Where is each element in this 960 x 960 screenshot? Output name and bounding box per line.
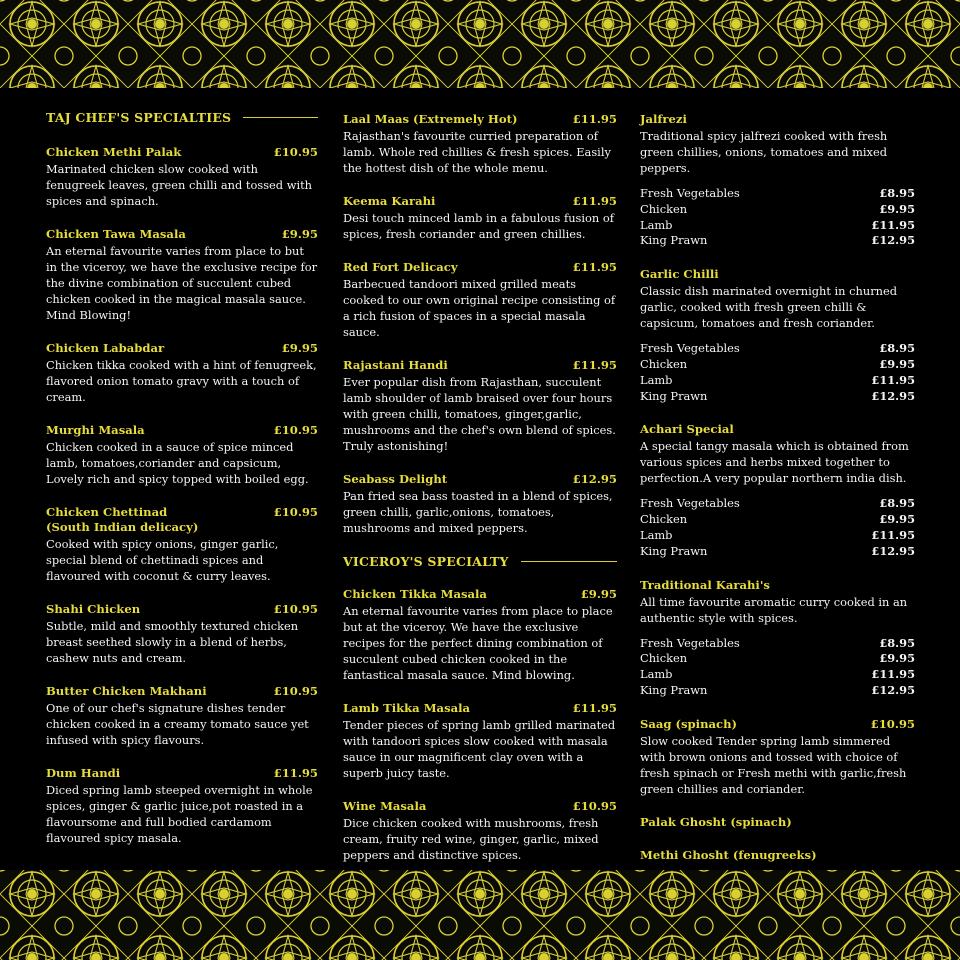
menu-item bbox=[640, 112, 915, 249]
menu-item bbox=[46, 423, 318, 487]
price-list bbox=[640, 341, 915, 404]
price-label: Lamb bbox=[640, 217, 673, 232]
dish-name: Traditional Karahi's bbox=[640, 577, 770, 592]
dish-name: Keema Karahi bbox=[343, 194, 436, 208]
dish-description: Diced spring lamb steeped overnight in whole spices, ginger & garlic juice,pot roasted in a flavoursome and full bodied cardamom flavoured spicy masala. bbox=[46, 783, 313, 845]
dish-price: £9.95 bbox=[580, 587, 617, 601]
price-label: King Prawn bbox=[640, 682, 708, 697]
dish-price: £10.95 bbox=[870, 716, 915, 731]
menu-item bbox=[343, 112, 617, 176]
menu-column-3 bbox=[640, 112, 915, 881]
price-row bbox=[640, 373, 915, 389]
dish-description: Slow cooked Tender spring lamb simmered with brown onions and tossed with choice of fresh spinach or Fresh methi with garlic,fresh green chillies and coriander. bbox=[640, 733, 907, 796]
price-value: £9.95 bbox=[879, 512, 915, 527]
price-value: £8.95 bbox=[879, 341, 915, 356]
price-value: £9.95 bbox=[879, 651, 915, 666]
price-value: £8.95 bbox=[879, 186, 915, 200]
price-value: £9.95 bbox=[879, 201, 915, 216]
dish-price: £10.95 bbox=[273, 684, 318, 698]
price-label: Lamb bbox=[640, 527, 673, 542]
menu-item bbox=[46, 684, 318, 748]
mandala-pattern-icon bbox=[0, 870, 960, 960]
price-value: £12.95 bbox=[871, 388, 915, 403]
dish-price: £10.95 bbox=[273, 505, 318, 519]
menu-item bbox=[640, 422, 915, 559]
price-value: £11.95 bbox=[871, 372, 915, 387]
dish-description: Ever popular dish from Rajasthan, succulent lamb shoulder of lamb braised over four hours with green chilli, tomatoes, ginger,garlic, mushrooms and the chef's own blend of spices. Truly astonishing! bbox=[343, 375, 616, 453]
dish-description: Subtle, mild and smoothly textured chicken breast seethed slowly in a blend of herbs, cashew nuts and cream. bbox=[46, 619, 299, 665]
price-label: Chicken bbox=[640, 356, 688, 371]
price-value: £11.95 bbox=[871, 667, 915, 682]
dish-description: Rajasthan's favourite curried preparation of lamb. Whole red chillies & fresh spices. Easily the hottest dish of the whole menu. bbox=[343, 129, 611, 175]
dish-price: £9.95 bbox=[281, 227, 318, 241]
dish-description: All time favourite aromatic curry cooked in an authentic style with spices. bbox=[640, 594, 908, 625]
menu-item bbox=[640, 267, 915, 404]
dish-price: £10.95 bbox=[572, 799, 617, 813]
dish-price: £10.95 bbox=[273, 423, 318, 437]
dish-name: Wine Masala bbox=[343, 799, 427, 813]
dish-name: Red Fort Delicacy bbox=[343, 260, 458, 274]
dish-name: Garlic Chilli bbox=[640, 267, 719, 282]
price-value: £11.95 bbox=[871, 527, 915, 542]
menu-item bbox=[640, 815, 915, 830]
menu-item bbox=[343, 472, 617, 536]
price-row bbox=[640, 636, 915, 652]
section-header bbox=[46, 110, 318, 125]
dish-description: An eternal favourite varies from place to but in the viceroy, we have the exclusive recipe for the divine combination of succulent cubed chicken cooked in the magical masala sauce. Mind Blowing! bbox=[46, 244, 318, 322]
dish-name: Chicken Tawa Masala bbox=[46, 227, 186, 241]
dish-price: £10.95 bbox=[273, 145, 318, 159]
menu-item bbox=[343, 587, 617, 683]
menu-item bbox=[343, 701, 617, 781]
price-row bbox=[640, 683, 915, 699]
price-label: Fresh Vegetables bbox=[640, 186, 740, 200]
price-label: King Prawn bbox=[640, 233, 708, 248]
section-divider bbox=[521, 561, 617, 562]
dish-price: £10.95 bbox=[273, 602, 318, 616]
dish-description: Cooked with spicy onions, ginger garlic, special blend of chettinadi spices and flavoured with coconut & curry leaves. bbox=[46, 537, 279, 583]
dish-description: Pan fried sea bass toasted in a blend of spices, green chilli, garlic,onions, tomatoes, mushrooms and mixed peppers. bbox=[343, 489, 613, 535]
dish-subtitle: (South Indian delicacy) bbox=[46, 520, 199, 534]
menu-column-1 bbox=[46, 110, 318, 864]
menu-item bbox=[640, 717, 915, 797]
dish-name: Saag (spinach) bbox=[640, 716, 737, 731]
price-label: Chicken bbox=[640, 651, 688, 666]
dish-name: Chicken Lababdar bbox=[46, 341, 165, 355]
dish-name: Chicken Chettinad bbox=[46, 505, 168, 519]
menu-item bbox=[46, 766, 318, 846]
dish-name: Shahi Chicken bbox=[46, 602, 141, 616]
menu-item bbox=[343, 799, 617, 863]
price-row bbox=[640, 341, 915, 357]
menu-item bbox=[46, 341, 318, 405]
dish-price: £11.95 bbox=[273, 766, 318, 780]
section-divider bbox=[243, 117, 318, 118]
price-list bbox=[640, 496, 915, 559]
menu-column-2 bbox=[343, 112, 617, 881]
price-list bbox=[640, 186, 915, 249]
dish-price: £11.95 bbox=[572, 194, 617, 208]
dish-name: Methi Ghosht (fenugreeks) bbox=[640, 847, 817, 862]
dish-name: Palak Ghosht (spinach) bbox=[640, 814, 792, 829]
price-label: Fresh Vegetables bbox=[640, 496, 740, 511]
ornamental-border-bottom bbox=[0, 870, 960, 960]
price-row bbox=[640, 186, 915, 202]
price-row bbox=[640, 389, 915, 405]
menu-item bbox=[640, 578, 915, 699]
dish-description: One of our chef's signature dishes tender chicken cooked in a creamy tomato sauce yet infused with spicy flavours. bbox=[46, 701, 309, 747]
dish-price: £12.95 bbox=[572, 472, 617, 486]
dish-description: Chicken tikka cooked with a hint of fenugreek, flavored onion tomato gravy with a touch of cream. bbox=[46, 358, 317, 404]
dish-name: Dum Handi bbox=[46, 766, 121, 780]
price-label: King Prawn bbox=[640, 388, 708, 403]
price-value: £12.95 bbox=[871, 543, 915, 558]
menu-item bbox=[343, 260, 617, 340]
dish-price: £11.95 bbox=[572, 701, 617, 715]
dish-price: £11.95 bbox=[572, 358, 617, 372]
dish-price: £9.95 bbox=[281, 341, 318, 355]
price-row bbox=[640, 544, 915, 560]
dish-description: Marinated chicken slow cooked with fenugreek leaves, green chilli and tossed with spices and spinach. bbox=[46, 162, 313, 208]
dish-price: £11.95 bbox=[572, 112, 617, 126]
menu-panel bbox=[0, 88, 960, 870]
price-row bbox=[640, 512, 915, 528]
price-value: £8.95 bbox=[879, 635, 915, 650]
price-value: £11.95 bbox=[871, 217, 915, 232]
dish-description: Barbecued tandoori mixed grilled meats cooked to our own original recipe consisting of a rich fusion of spaces in a special masala sauce. bbox=[343, 277, 616, 339]
price-row bbox=[640, 496, 915, 512]
price-label: Chicken bbox=[640, 201, 688, 216]
price-value: £12.95 bbox=[871, 682, 915, 697]
dish-description: An eternal favourite varies from place to place but at the viceroy. We have the exclusive recipes for the perfect dining combination of succulent cubed chicken cooked in the fantastical masala sauce. Mind blowing. bbox=[343, 604, 613, 682]
dish-name: Seabass Delight bbox=[343, 472, 448, 486]
price-row bbox=[640, 357, 915, 373]
dish-description: Classic dish marinated overnight in churned garlic, cooked with fresh green chilli & capsicum, tomatoes and fresh coriander. bbox=[640, 284, 898, 331]
dish-name: Chicken Tikka Masala bbox=[343, 587, 487, 601]
dish-name: Lamb Tikka Masala bbox=[343, 701, 471, 715]
dish-name: Achari Special bbox=[640, 422, 734, 437]
price-value: £12.95 bbox=[871, 233, 915, 248]
section-title: VICEROY'S SPECIALTY bbox=[343, 554, 509, 569]
dish-description: Desi touch minced lamb in a fabulous fusion of spices, fresh coriander and green chillies. bbox=[343, 211, 614, 241]
menu-item bbox=[46, 227, 318, 323]
price-label: Fresh Vegetables bbox=[640, 635, 740, 650]
price-row bbox=[640, 651, 915, 667]
price-list bbox=[640, 636, 915, 699]
dish-name: Chicken Methi Palak bbox=[46, 145, 182, 159]
dish-description: Dice chicken cooked with mushrooms, fresh cream, fruity red wine, ginger, garlic, mixed peppers and distinctive spices. bbox=[343, 816, 599, 862]
mandala-pattern-icon bbox=[0, 0, 960, 88]
price-row bbox=[640, 233, 915, 249]
price-value: £8.95 bbox=[879, 496, 915, 511]
dish-price: £11.95 bbox=[572, 260, 617, 274]
menu-item bbox=[640, 848, 915, 863]
section-title: TAJ CHEF'S SPECIALTIES bbox=[46, 110, 232, 125]
ornamental-border-top bbox=[0, 0, 960, 88]
price-label: Lamb bbox=[640, 372, 673, 387]
dish-description: A special tangy masala which is obtained from various spices and herbs mixed together to perfection.A very popular northern india dish. bbox=[640, 439, 909, 486]
price-value: £9.95 bbox=[879, 356, 915, 371]
dish-name: Butter Chicken Makhani bbox=[46, 684, 207, 698]
price-label: Lamb bbox=[640, 667, 673, 682]
menu-item bbox=[343, 194, 617, 242]
price-row bbox=[640, 528, 915, 544]
dish-description: Tender pieces of spring lamb grilled marinated with tandoori spices slow cooked with masala sauce in our magnificent clay oven with a superb juicy taste. bbox=[343, 718, 616, 780]
menu-item bbox=[46, 602, 318, 666]
section-header bbox=[343, 554, 617, 569]
price-label: Fresh Vegetables bbox=[640, 341, 740, 356]
price-row bbox=[640, 667, 915, 683]
menu-item bbox=[343, 358, 617, 454]
menu-item bbox=[46, 145, 318, 209]
dish-name: Laal Maas (Extremely Hot) bbox=[343, 112, 518, 126]
dish-name: Rajastani Handi bbox=[343, 358, 448, 372]
price-label: King Prawn bbox=[640, 543, 708, 558]
dish-description: Traditional spicy jalfrezi cooked with fresh green chillies, onions, tomatoes and mixed peppers. bbox=[640, 129, 888, 175]
dish-name: Murghi Masala bbox=[46, 423, 145, 437]
price-row bbox=[640, 202, 915, 218]
menu-item bbox=[46, 505, 318, 584]
dish-name: Jalfrezi bbox=[640, 112, 687, 126]
price-label: Chicken bbox=[640, 512, 688, 527]
dish-description: Chicken cooked in a sauce of spice minced lamb, tomatoes,coriander and capsicum, Lovely rich and spicy topped with boiled egg. bbox=[46, 440, 309, 486]
price-row bbox=[640, 218, 915, 234]
